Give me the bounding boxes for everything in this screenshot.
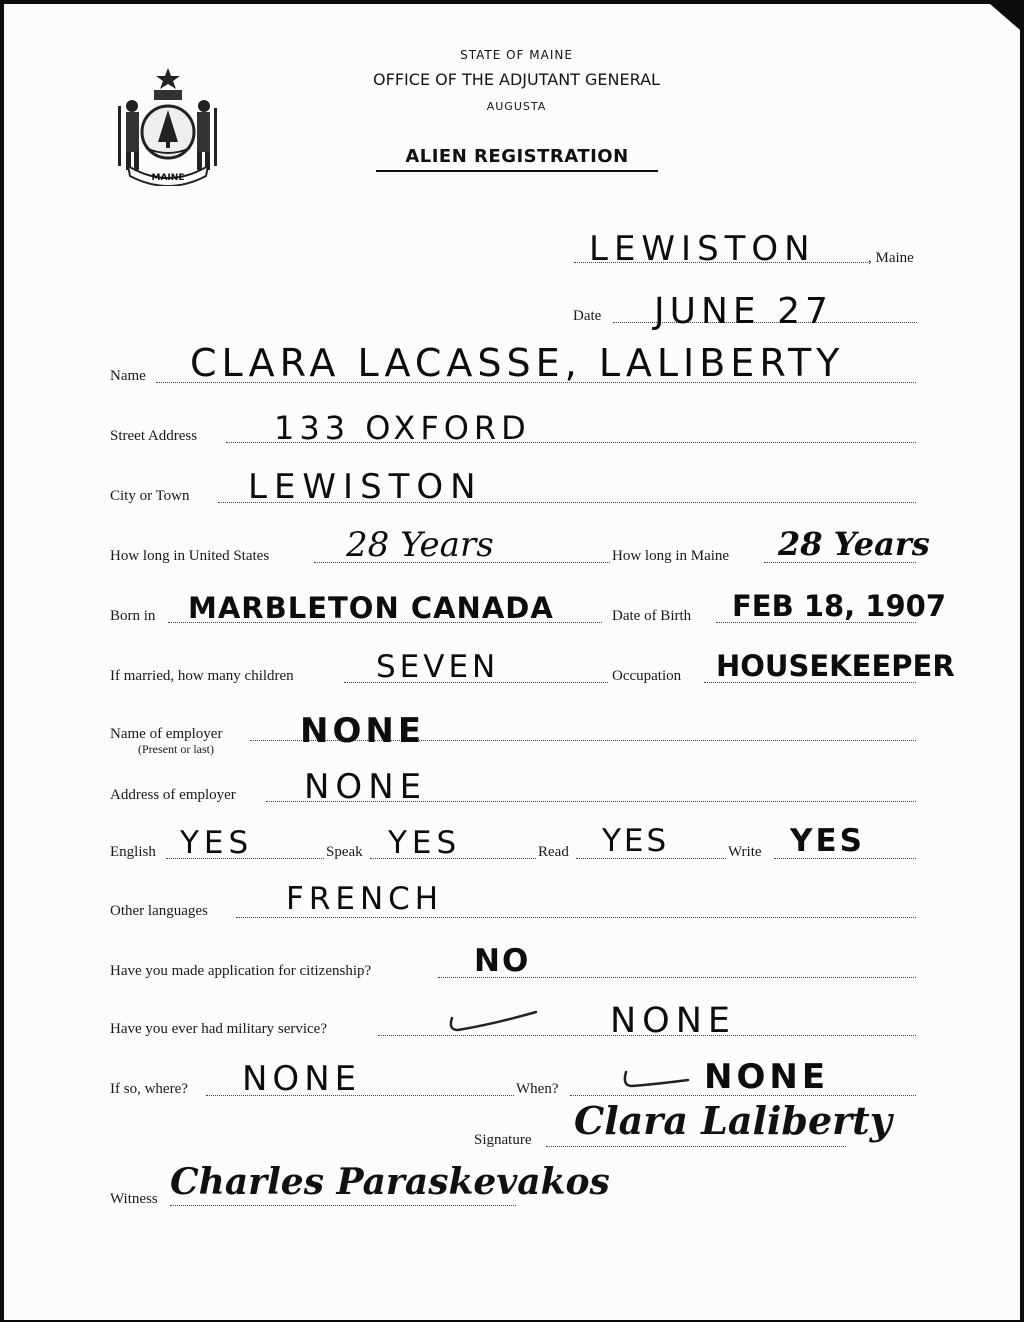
date-value: JUNE 27 — [654, 291, 833, 332]
city-heading: AUGUSTA — [486, 100, 547, 113]
maine-state-seal-icon — [110, 62, 226, 186]
when-check-mark-icon — [618, 1068, 694, 1094]
employer-address-label: Address of employer — [110, 787, 236, 803]
date-of-birth-value: FEB 18, 1907 — [732, 589, 947, 623]
born-in-value: MARBLETON CANADA — [188, 591, 554, 625]
place-value: LEWISTON — [589, 229, 816, 269]
children-label: If married, how many children — [110, 668, 294, 684]
witness-label: Witness — [110, 1191, 158, 1207]
read-label: Read — [538, 844, 569, 860]
page-corner-fold — [990, 4, 1020, 30]
military-label: Have you ever had military service? — [110, 1021, 327, 1037]
form-title: ALIEN REGISTRATION — [376, 146, 658, 172]
maine-label: , Maine — [868, 250, 914, 266]
other-languages-label: Other languages — [110, 903, 208, 919]
where-value: NONE — [242, 1059, 362, 1099]
witness-value: Charles Paraskevakos — [170, 1161, 610, 1203]
name-label: Name — [110, 368, 146, 384]
city-town-label: City or Town — [110, 488, 190, 504]
name-value: CLARA LACASSE, LALIBERTY — [190, 341, 845, 385]
military-check-mark-icon — [444, 1008, 544, 1038]
english-label: English — [110, 844, 156, 860]
svg-text:MAINE: MAINE — [151, 173, 185, 183]
how-long-us-label: How long in United States — [110, 548, 270, 564]
date-label: Date — [573, 308, 602, 324]
born-in-label: Born in — [110, 608, 156, 624]
signature-label: Signature — [474, 1132, 532, 1148]
how-long-maine-label: How long in Maine — [612, 548, 730, 564]
witness-line — [170, 1205, 516, 1206]
signature-line — [546, 1146, 846, 1147]
occupation-value: HOUSEKEEPER — [716, 649, 955, 683]
signature-value: Clara Laliberty — [574, 1098, 892, 1143]
citizenship-value: NO — [474, 943, 531, 979]
occupation-label: Occupation — [612, 668, 682, 684]
city-town-value: LEWISTON — [248, 467, 483, 507]
speak-label: Speak — [326, 844, 363, 860]
other-languages-value: FRENCH — [286, 881, 444, 917]
registration-form-page — [4, 4, 1020, 1320]
how-long-us-value: 28 Years — [346, 525, 494, 565]
street-address-label: Street Address — [110, 428, 198, 444]
employer-name-value: NONE — [300, 711, 426, 751]
employer-name-label: Name of employer — [110, 726, 223, 742]
speak-value: YES — [388, 825, 462, 861]
where-label: If so, where? — [110, 1081, 188, 1097]
when-value: NONE — [704, 1057, 830, 1097]
write-value: YES — [790, 823, 865, 859]
state-heading: STATE OF MAINE — [460, 48, 573, 62]
how-long-maine-value: 28 Years — [778, 525, 930, 563]
read-value: YES — [602, 823, 670, 859]
date-of-birth-label: Date of Birth — [612, 608, 692, 624]
when-label: When? — [516, 1081, 559, 1097]
employer-name-sublabel: (Present or last) — [138, 742, 214, 756]
children-value: SEVEN — [376, 649, 500, 685]
english-value: YES — [180, 825, 254, 861]
citizenship-label: Have you made application for citizenship? — [110, 963, 372, 979]
other-languages-line — [236, 917, 916, 918]
military-value: NONE — [610, 1001, 737, 1041]
office-heading: OFFICE OF THE ADJUTANT GENERAL — [373, 70, 660, 89]
write-label: Write — [728, 844, 762, 860]
street-address-value: 133 OXFORD — [274, 409, 531, 447]
employer-address-value: NONE — [304, 767, 428, 807]
